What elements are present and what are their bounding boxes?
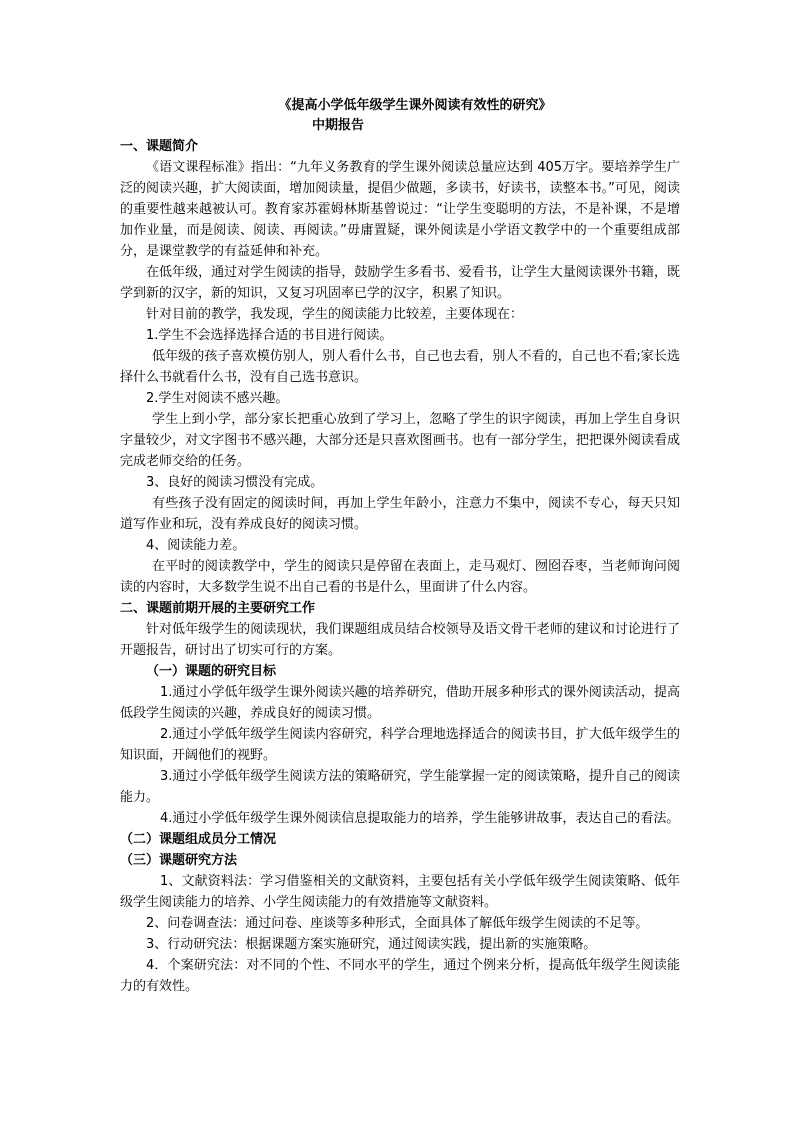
document-page — [120, 96, 680, 997]
list-item: 4．个案研究法：对不同的个性、不同水平的学生，通过个例来分析，提高低年级学生阅读能力的有效性。 — [120, 958, 680, 994]
list-item: 1、文献资料法：学习借鉴相关的文献资料，主要包括有关小学低年级学生阅读策略、低年级学生阅读能力的培养、小学生阅读能力的有效措施等文献资料。 — [120, 874, 680, 910]
subsection-heading: （一）课题的研究目标 — [146, 664, 277, 679]
list-item: 2.通过小学低年级学生阅读内容研究，科学合理地选择适合的阅读书目，扩大低年级学生的知识面，开阔他们的视野。 — [120, 727, 680, 763]
list-item: 4、阅读能力差。 — [146, 538, 246, 553]
paragraph: 在平时的阅读教学中，学生的阅读只是停留在表面上，走马观灯、囫囵吞枣，当老师询问阅读的内容时，大多数学生说不出自己看的书是什么，里面讲了什么内容。 — [120, 559, 680, 595]
paragraph: 有些孩子没有固定的阅读时间，再加上学生年龄小，注意力不集中，阅读不专心，每天只知道写作业和玩，没有养成良好的阅读习惯。 — [120, 496, 680, 532]
subsection-heading: （二）课题组成员分工情况 — [120, 832, 277, 847]
list-item: 2.学生对阅读不感兴趣。 — [146, 391, 289, 406]
list-item: 3、良好的阅读习惯没有完成。 — [146, 475, 324, 490]
section-heading-1: 一、课题简介 — [120, 139, 199, 154]
paragraph: 在低年级，通过对学生阅读的指导，鼓励学生多看书、爱看书，让学生大量阅读课外书籍，既学到新的汉字，新的知识，又复习巩固率已学的汉字，积累了知识。 — [120, 265, 680, 301]
list-item: 3、行动研究法：根据课题方案实施研究，通过阅读实践，提出新的实施策略。 — [146, 937, 597, 952]
list-item: 1.通过小学低年级学生课外阅读兴趣的培养研究，借助开展多种形式的课外阅读活动，提高低段学生阅读的兴趣，养成良好的阅读习惯。 — [120, 685, 680, 721]
list-item: 3.通过小学低年级学生阅读方法的策略研究，学生能掌握一定的阅读策略，提升自己的阅读能力。 — [120, 769, 680, 805]
subsection-heading: （三）课题研究方法 — [120, 853, 238, 868]
doc-subtitle: 中期报告 — [312, 118, 365, 133]
doc-title: 《提高小学低年级学生课外阅读有效性的研究》 — [278, 98, 552, 113]
list-item: 1.学生不会选择选择合适的书目进行阅读。 — [146, 328, 393, 343]
paragraph: 《语文课程标准》指出：“九年义务教育的学生课外阅读总量应达到 405万字。要培养学生广泛的阅读兴趣，扩大阅读面，增加阅读量，提倡少做题，多读书，好读书，读整本书。”可见，阅读的重要性越来越被认可。教育家苏霍姆林斯基曾说过：“让学生变聪明的方法，不是补课，不是增加作业量，而是阅读、阅读、再阅读。”毋庸置疑，课外阅读是小学语文教学中的一个重要组成部分，是课堂教学的有益延伸和补充。 — [120, 160, 680, 259]
paragraph: 针对目前的教学，我发现，学生的阅读能力比较差，主要体现在： — [146, 307, 524, 322]
list-item: 2、问卷调查法：通过问卷、座谈等多种形式，全面具体了解低年级学生阅读的不足等。 — [146, 916, 649, 931]
section-heading-2: 二、课题前期开展的主要研究工作 — [120, 601, 316, 616]
list-item: 4.通过小学低年级学生课外阅读信息提取能力的培养，学生能够讲故事，表达自己的看法。 — [160, 811, 680, 826]
paragraph: 针对低年级学生的阅读现状，我们课题组成员结合校领导及语文骨干老师的建议和讨论进行了开题报告，研讨出了切实可行的方案。 — [120, 622, 680, 658]
paragraph: 低年级的孩子喜欢模仿别人，别人看什么书，自己也去看，别人不看的，自己也不看;家长选择什么书就看什么书，没有自己选书意识。 — [120, 349, 680, 385]
paragraph: 学生上到小学，部分家长把重心放到了学习上，忽略了学生的识字阅读，再加上学生自身识字量较少，对文字图书不感兴趣，大部分还是只喜欢图画书。也有一部分学生，把把课外阅读看成完成老师交给的任务。 — [120, 412, 680, 469]
